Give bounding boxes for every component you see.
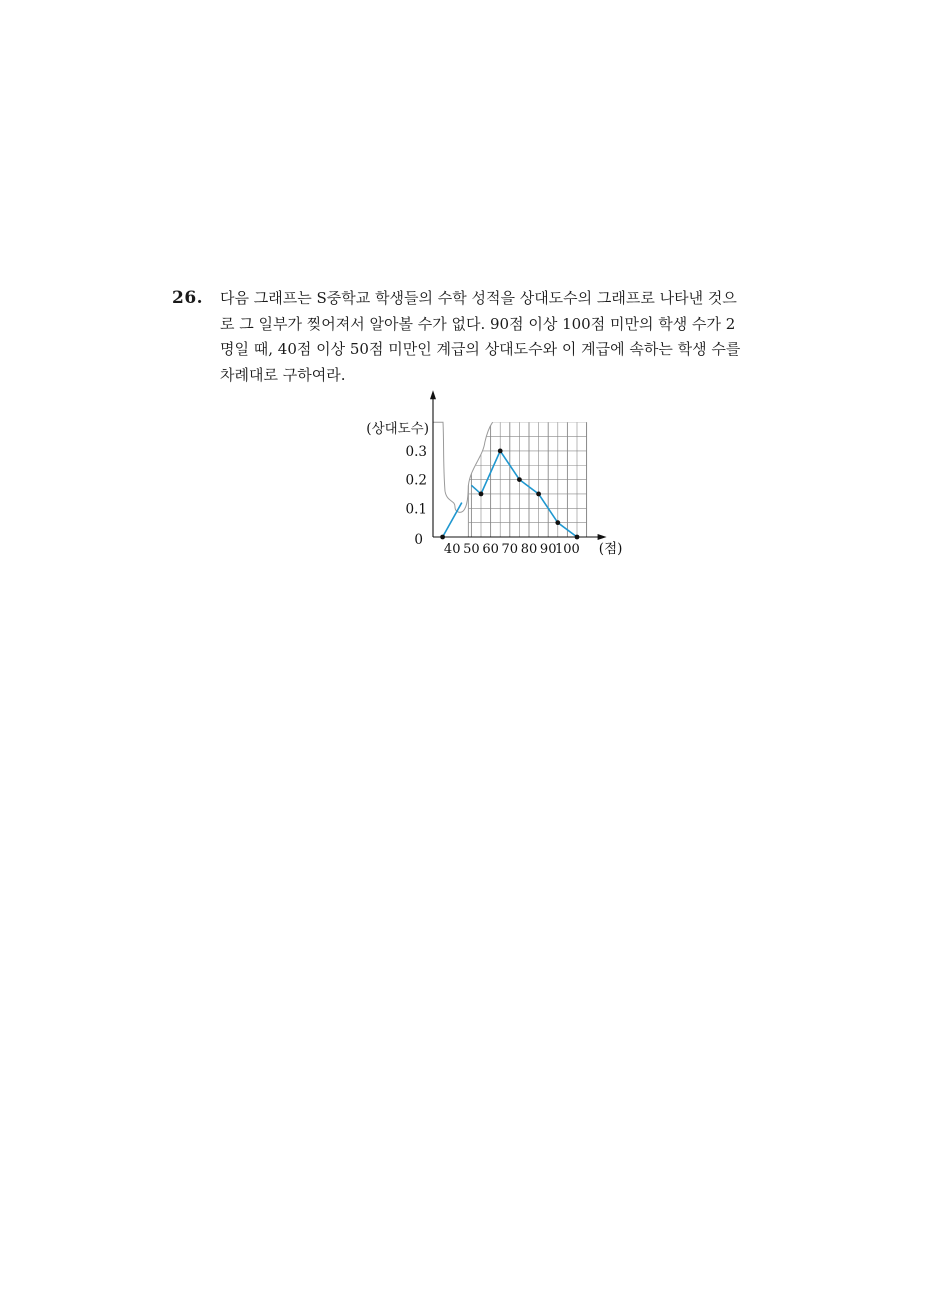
- data-point: [479, 492, 484, 497]
- data-point: [536, 492, 541, 497]
- y-axis-label: (상대도수): [366, 420, 429, 437]
- question-line: 다음 그래프는 S중학교 학생들의 수학 성적을 상대도수의 그래프로 나타낸 것으: [220, 289, 737, 307]
- question-line: 명일 때, 40점 이상 50점 미만인 계급의 상대도수와 이 계급에 속하는 학생 수를: [220, 340, 741, 358]
- data-point: [517, 477, 522, 482]
- y-axis-arrow: [430, 390, 436, 399]
- x-tick-label: 60: [482, 542, 499, 557]
- question-line: 차례대로 구하여라.: [220, 365, 346, 384]
- torn-edge-left: [433, 422, 468, 512]
- x-axis-arrow: [598, 534, 607, 540]
- x-tick-label: 80: [520, 542, 538, 557]
- x-tick-label: 90: [539, 542, 557, 557]
- data-point: [555, 520, 560, 525]
- data-point: [440, 535, 445, 540]
- y-tick-label: 0.1: [405, 501, 427, 518]
- x-tick-label: 50: [463, 542, 480, 557]
- x-tick-label: 100: [554, 542, 580, 557]
- x-axis-label: (점): [598, 541, 623, 557]
- x-tick-label: 70: [501, 542, 519, 557]
- y-tick-label: 0.2: [405, 472, 427, 489]
- question-text: [220, 286, 760, 388]
- data-point: [575, 535, 580, 540]
- question-line: 로 그 일부가 찢어져서 알아볼 수가 없다. 90점 이상 100점 미만의 학생 수가 2: [220, 314, 736, 333]
- y-tick-label: 0.3: [405, 443, 427, 460]
- series-line: [443, 503, 462, 537]
- relative-frequency-polygon-chart: [355, 395, 623, 570]
- question-number: 26.: [172, 288, 204, 308]
- origin-label: 0: [414, 532, 423, 548]
- data-point: [498, 449, 503, 454]
- chart-grid: [433, 422, 587, 537]
- x-tick-label: 40: [443, 542, 461, 557]
